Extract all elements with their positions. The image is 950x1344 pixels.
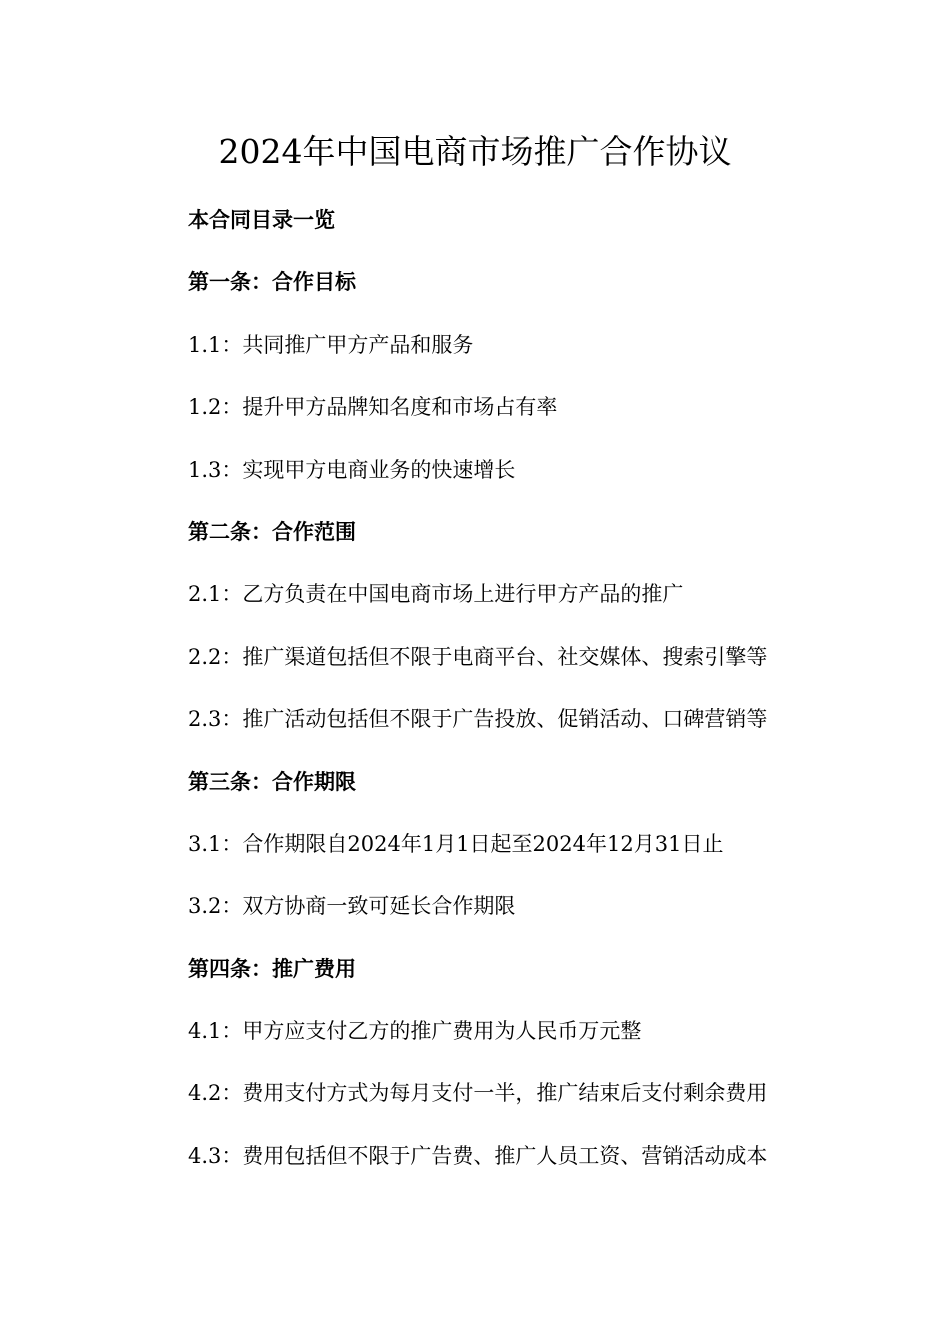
clause-1-2: 1.2：提升甲方品牌知名度和市场占有率 [188, 395, 558, 420]
article-4-heading: 第四条：推广费用 [188, 955, 356, 981]
toc-heading: 本合同目录一览 [188, 207, 335, 232]
clause-4-1: 4.1：甲方应支付乙方的推广费用为人民币万元整 [188, 1019, 642, 1044]
clause-3-2: 3.2：双方协商一致可延长合作期限 [188, 894, 516, 919]
article-3-heading: 第三条：合作期限 [188, 768, 356, 794]
clause-1-3: 1.3：实现甲方电商业务的快速增长 [188, 457, 516, 482]
article-2-heading: 第二条：合作范围 [188, 518, 356, 544]
clause-1-1: 1.1：共同推广甲方产品和服务 [188, 332, 474, 357]
document-title: 2024年中国电商市场推广合作协议 [218, 132, 732, 171]
clause-3-1: 3.1：合作期限自2024年1月1日起至2024年12月31日止 [188, 831, 724, 856]
clause-4-3: 4.3：费用包括但不限于广告费、推广人员工资、营销活动成本 [188, 1143, 768, 1168]
clause-2-1: 2.1：乙方负责在中国电商市场上进行甲方产品的推广 [188, 582, 684, 607]
article-1-heading: 第一条：合作目标 [188, 269, 356, 295]
clause-2-2: 2.2：推广渠道包括但不限于电商平台、社交媒体、搜索引擎等 [188, 644, 768, 669]
document-body [188, 204, 828, 1202]
clause-4-2: 4.2：费用支付方式为每月支付一半，推广结束后支付剩余费用 [188, 1081, 768, 1106]
clause-2-3: 2.3：推广活动包括但不限于广告投放、促销活动、口碑营销等 [188, 707, 768, 732]
